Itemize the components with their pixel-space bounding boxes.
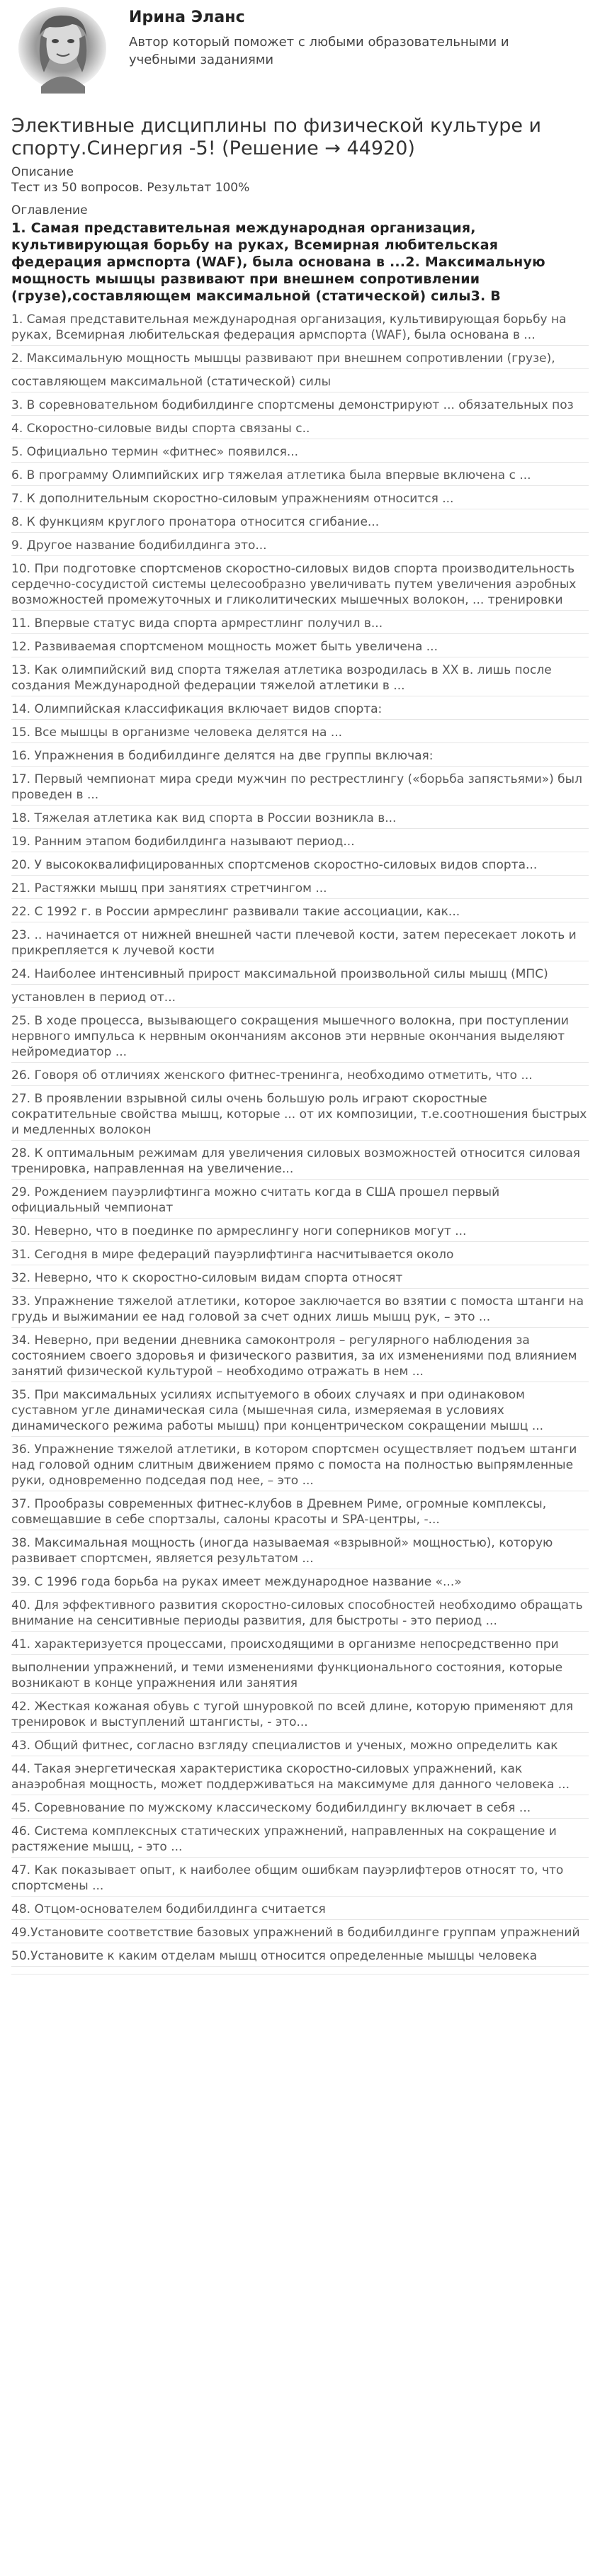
question-item: 10. При подготовке спортсменов скоростно-силовых видов спорта производительность сердечно-сосудистой системы целесообразно увеличивать путем увеличения аэробных возможностей промежуточных и гликолитических мышечных волокон, ... тренировки (11, 561, 589, 611)
avatar[interactable] (13, 7, 119, 94)
author-description: Автор который поможет с любыми образовательными и учебными заданиями (129, 35, 509, 67)
question-item: 3. В соревновательном бодибилдинге спортсмены демонстрируют ... обязательных поз (11, 397, 589, 416)
question-item: 42. Жесткая кожаная обувь с тугой шнуровкой по всей длине, которую применяют для тренировок и выступлений штангисты, - это... (11, 1699, 589, 1733)
question-item: 36. Упражнение тяжелой атлетики, в котором спортсмен осуществляет подъем штанги над головой одним слитным движением прямо с помоста на полностью выпрямленные руки, одновременно подседая под нее, – это ... (11, 1442, 589, 1491)
question-item: 14. Олимпийская классификация включает видов спорта: (11, 701, 589, 720)
question-item: 19. Ранним этапом бодибилдинга называют период... (11, 834, 589, 852)
toc-summary: 1. Самая представительная международная организация, культивирующая борьбу на руках, Всемирная любительская федерация армспорта (WAF), была основана в ...2. Максимальную мощность мышцы развивают при внешнем сопротивлении (грузе),составляющем максимальной (статической) силы3. В (11, 220, 545, 304)
question-item: 2. Максимальную мощность мышцы развивают при внешнем сопротивлении (грузе), (11, 351, 589, 369)
question-item: 39. С 1996 года борьба на руках имеет международное название «...» (11, 1574, 589, 1593)
question-item: 20. У высококвалифицированных спортсменов скоростно-силовых видов спорта... (11, 857, 589, 876)
question-item: 17. Первый чемпионат мира среди мужчин по рестрестлингу («борьба запястьями») был проведен в ... (11, 772, 589, 806)
question-item: 30. Неверно, что в поединке по армреслингу ноги соперников могут ... (11, 1224, 589, 1242)
question-item: 32. Неверно, что к скоростно-силовым видам спорта относят (11, 1270, 589, 1289)
author-info (129, 7, 568, 69)
question-item: 7. К дополнительным скоростно-силовым упражнениям относится ... (11, 491, 589, 509)
question-item: 22. С 1992 г. в России армреслинг развивали такие ассоциации, как... (11, 904, 589, 922)
question-item: 45. Соревнование по мужскому классическому бодибилдингу включает в себя ... (11, 1800, 589, 1819)
question-item: 18. Тяжелая атлетика как вид спорта в России возникла в... (11, 810, 589, 829)
question-item: 49.Установите соответствие базовых упражнений в бодибилдинге группам упражнений (11, 1925, 589, 1943)
question-item: 38. Максимальная мощность (иногда называемая «взрывной» мощностью), которую развивает спортсмен, является результатом ... (11, 1535, 589, 1569)
description-label: Описание (11, 165, 74, 179)
question-item: 34. Неверно, при ведении дневника самоконтроля – регулярного наблюдения за состоянием своего здоровья и физического развития, за их изменениями под влиянием занятий физической культурой – необходимо отражать в нем ... (11, 1333, 589, 1382)
question-item: 15. Все мышцы в организме человека делятся на ... (11, 725, 589, 743)
avatar-image (13, 7, 119, 94)
question-item: 26. Говоря об отличиях женского фитнес-тренинга, необходимо отметить, что ... (11, 1068, 589, 1086)
question-item: 25. В ходе процесса, вызывающего сокращения мышечного волокна, при поступлении нервного импульса к нервным окончаниям аксонов эти нервные окончания выделяют нейромедиатор ... (11, 1013, 589, 1063)
question-item: 44. Такая энергетическая характеристика скоростно-силовых упражнений, как анаэробная мощность, может поддерживаться на максимуме для данного человека ... (11, 1761, 589, 1795)
question-item: 41. характеризуется процессами, происходящими в организме непосредственно при (11, 1637, 589, 1655)
question-item: 13. Как олимпийский вид спорта тяжелая атлетика возродилась в XX в. лишь после создания Международной федерации тяжелой атлетики в ... (11, 662, 589, 696)
question-item: 28. К оптимальным режимам для увеличения силовых возможностей относится силовая тренировка, направленная на увеличение... (11, 1146, 589, 1180)
question-item: 37. Прообразы современных фитнес-клубов в Древнем Риме, огромные комплексы, совмещавшие в себе спортзалы, салоны красоты и SPA-центры, -... (11, 1496, 589, 1530)
author-name[interactable]: Ирина Эланс (129, 9, 245, 26)
question-item: 1. Самая представительная международная организация, культивирующая борьбу на руках, Всемирная любительская федерация армспорта (WAF), была основана в ... (11, 312, 589, 346)
question-item: 9. Другое название бодибилдинга это... (11, 538, 589, 556)
question-item: 31. Сегодня в мире федераций пауэрлифтинга насчитывается около (11, 1247, 589, 1265)
question-item: 4. Скоростно-силовые виды спорта связаны с.. (11, 421, 589, 439)
document-title: Элективные дисциплины по физической культуре и спорту.Синергия -5! (Решение → 44920) (11, 115, 542, 159)
question-item: 21. Растяжки мышц при занятиях стретчингом ... (11, 881, 589, 899)
question-item: 23. .. начинается от нижней внешней части плечевой кости, затем пересекает локоть и прикрепляется к лучевой кости (11, 927, 589, 961)
question-item: 8. К функциям круглого пронатора относится сгибание... (11, 514, 589, 533)
question-item (11, 1972, 589, 1975)
question-item: 48. Отцом-основателем бодибилдинга считается (11, 1902, 589, 1920)
question-item: 50.Установите к каким отделам мышц относится определенные мышцы человека (11, 1948, 589, 1967)
question-item: 24. Наиболее интенсивный прирост максимальной произвольной силы мышц (МПС) (11, 966, 589, 985)
question-item: 5. Официально термин «фитнес» появился... (11, 444, 589, 463)
question-item: 11. Впервые статус вида спорта армрестлинг получил в... (11, 616, 589, 634)
question-item-continuation: составляющем максимальной (статической) силы (11, 374, 589, 392)
question-item: 47. Как показывает опыт, к наиболее общим ошибкам пауэрлифтеров относят то, что спортсмены ... (11, 1863, 589, 1897)
question-item: 29. Рождением пауэрлифтинга можно считать когда в США прошел первый официальный чемпионат (11, 1185, 589, 1219)
question-item: 35. При максимальных усилиях испытуемого в обоих случаях и при одинаковом суставном угле динамическая сила (мышечная сила, измеряемая в условиях динамического режима работы мышц) при концентрическом сокращении мышц ... (11, 1387, 589, 1437)
toc-label: Оглавление (11, 203, 88, 218)
question-item: 46. Система комплексных статических упражнений, направленных на сокращение и растяжение мышц, - это ... (11, 1824, 589, 1858)
question-item: 33. Упражнение тяжелой атлетики, которое заключается во взятии с помоста штанги на грудь и выжимании ее над головой за счет одних лишь мышц рук, – это ... (11, 1294, 589, 1328)
question-item: 40. Для эффективного развития скоростно-силовых способностей необходимо обращать внимание на сенситивные периоды развития, для быстроты - это период ... (11, 1598, 589, 1632)
question-item: 16. Упражнения в бодибилдинге делятся на две группы включая: (11, 748, 589, 767)
question-item-continuation: выполнении упражнений, и теми изменениями функционального состояния, которые возникают в конце упражнения или занятия (11, 1660, 589, 1694)
question-item: 6. В программу Олимпийских игр тяжелая атлетика была впервые включена с ... (11, 468, 589, 486)
question-item-continuation: установлен в период от... (11, 990, 589, 1008)
question-item: 12. Развиваемая спортсменом мощность может быть увеличена ... (11, 639, 589, 657)
question-list (11, 312, 589, 1975)
description-text: Тест из 50 вопросов. Результат 100% (11, 181, 250, 195)
question-item: 43. Общий фитнес, согласно взгляду специалистов и ученых, можно определить как (11, 1738, 589, 1756)
author-block (11, 6, 589, 103)
question-item: 27. В проявлении взрывной силы очень большую роль играют скоростные сократительные свойства мышц, которые ... от их композиции, т.е.соотношения быстрых и медленных волокон (11, 1091, 589, 1141)
